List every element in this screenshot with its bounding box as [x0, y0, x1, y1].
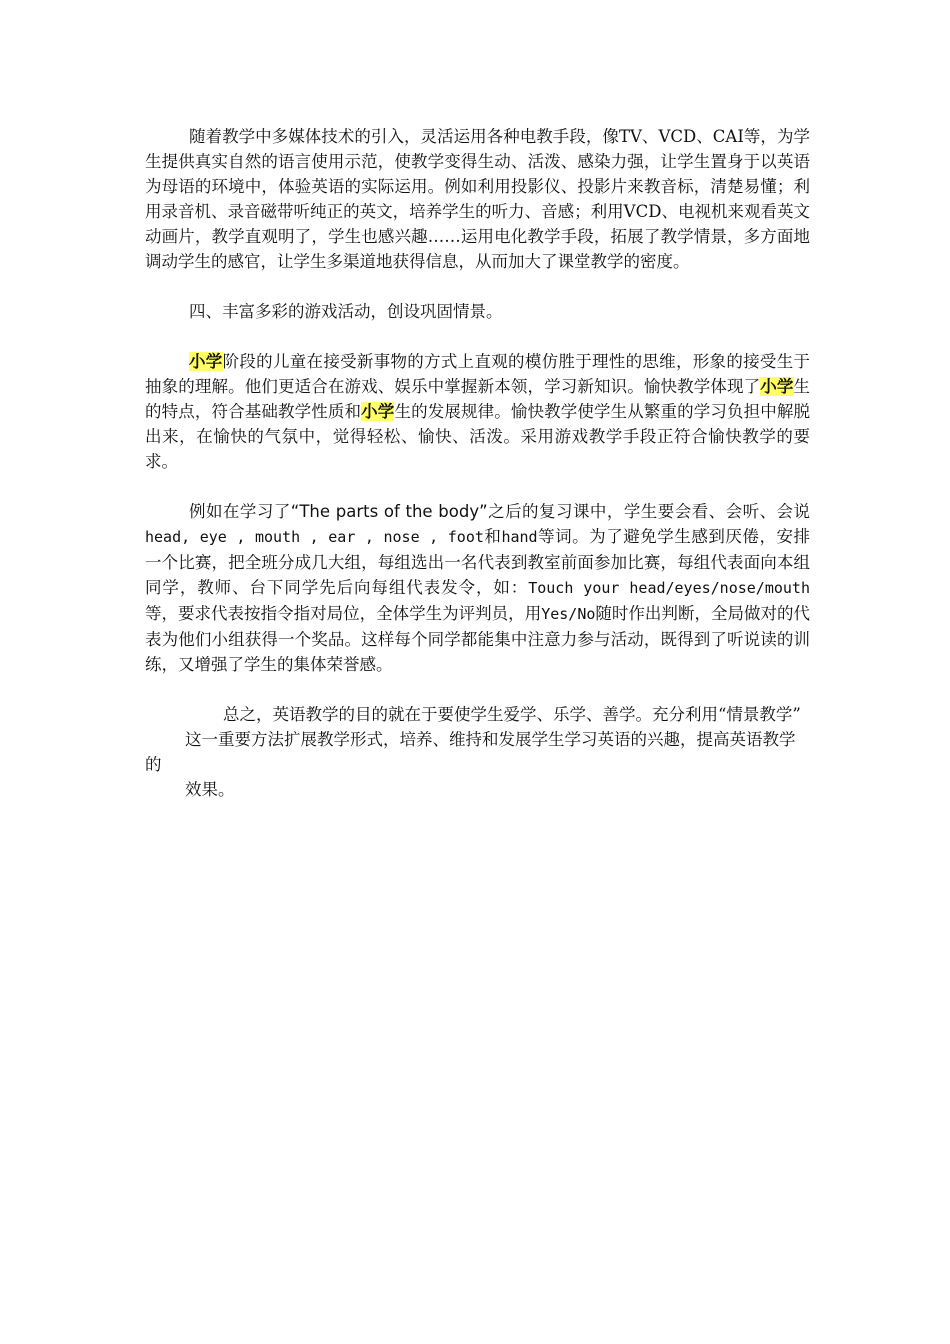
- command-phrase: Touch your head/eyes/nose/mouth: [528, 579, 810, 597]
- text-run: 等，要求代表按指令指对局位，全体学生为评判员，用: [145, 604, 542, 623]
- yes-no-phrase: Yes/No: [541, 605, 596, 623]
- text-run: 和: [483, 527, 502, 546]
- text-run: 生的发展规律。愉快教学使学生从繁重的学习负担中解脱出来，在愉快的气氛中，觉得轻松、愉快、活泼。采用游戏教学手段正符合愉快教学的要求。: [145, 402, 811, 471]
- vocabulary-words: head, eye , mouth , ear , nose , foot: [145, 528, 484, 546]
- text-run: 等词。为了避免学生感到厌倦，安排一个比赛，把全班分成几大组，每组选出一名代表到教室前面参加比赛，每组代表面向本组同学，教师、台下同学先后向每组代表发令，如：: [145, 527, 811, 597]
- text-run: 阶段的儿童在接受新事物的方式上直观的模仿胜于理性的思维，形象的接受生于抽象的理解。他们更适合在游戏、娱乐中掌握新本领，学习新知识。愉快教学体现了: [145, 352, 811, 396]
- closing-line-1: 总之，英语教学的目的就在于要使学生爱学、乐学、善学。充分利用“情景教学”: [223, 705, 801, 724]
- text-run: 之后的复习课中，学生要会看、会听、会说: [487, 502, 811, 521]
- text-run: 生的特点，符合基础教学性质和: [145, 377, 811, 421]
- paragraph-multimedia: 随着教学中多媒体技术的引入，灵活运用各种电教手段，像TV、VCD、CAI等，为学生提供真实自然的语言使用示范，使教学变得生动、活泼、感染力强，让学生置身于以英语为母语的环境中，体验英语的实际运用。例如利用投影仪、投影片来教音标，清楚易懂；利用录音机、录音磁带听纯正的英文，培养学生的听力、音感；利用VCD、电视机来观看英文动画片，教学直观明了，学生也感兴趣……运用电化教学手段，拓展了教学情景，多方面地调动学生的感官，让学生多渠道地获得信息，从而加大了课堂教学的密度。: [145, 127, 810, 271]
- search-highlight: 小学: [361, 402, 395, 421]
- text-run: 例如在学习了: [189, 502, 291, 521]
- paragraph-body-parts-example: [145, 499, 810, 677]
- search-highlight: 小学: [760, 377, 794, 396]
- paragraph-primary-school: [145, 349, 810, 474]
- document-body: [145, 124, 810, 802]
- closing-line-3: 效果。: [185, 780, 235, 799]
- lesson-title-quote: “The parts of the body”: [290, 502, 488, 521]
- text-run: 随时作出判断，全局做对的代表为他们小组获得一个奖品。这样每个同学都能集中注意力参与活动，既得到了听说读的训练，又增强了学生的集体荣誉感。: [145, 604, 811, 674]
- vocabulary-word-hand: hand: [501, 528, 538, 546]
- section-heading-games: 四、丰富多彩的游戏活动，创设巩固情景。: [189, 302, 503, 321]
- closing-line-2: 这一重要方法扩展教学形式，培养、维持和发展学生学习英语的兴趣，提高英语教学的: [145, 730, 796, 774]
- search-highlight: 小学: [189, 352, 223, 371]
